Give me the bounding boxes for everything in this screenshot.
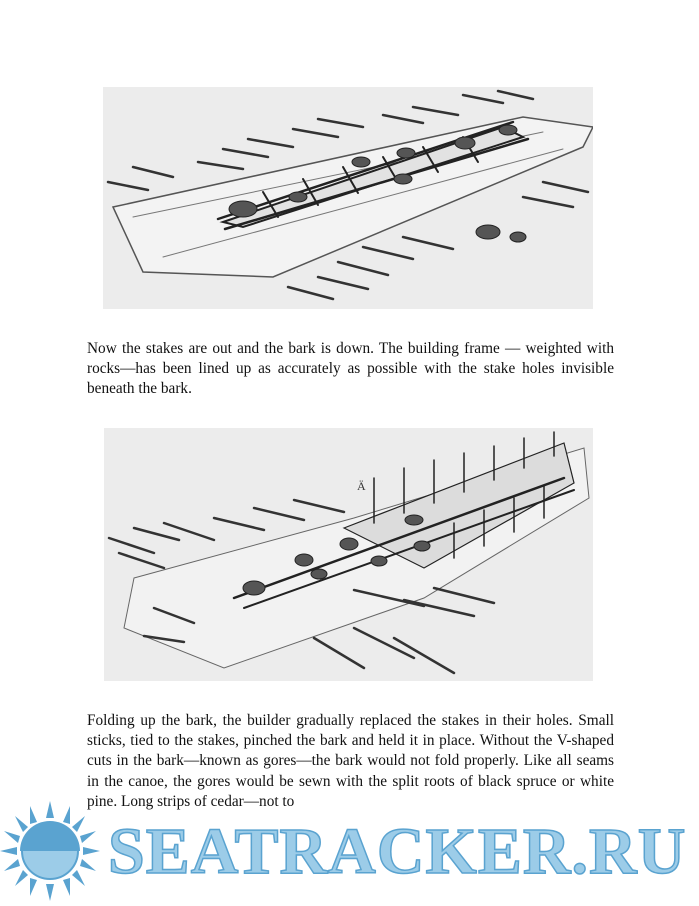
- illustration-bark-folding: [104, 428, 593, 681]
- illustration-bark-frame-weighted: [103, 87, 593, 309]
- sun-icon: [0, 796, 110, 906]
- watermark-text: SEATRACKER.RU: [108, 815, 687, 888]
- figure-label: Ä: [357, 479, 366, 493]
- paragraph-stakes-out: Now the stakes are out and the bark is down. The building frame — weighted with rocks—has been lined up as accurately as possible with the stake holes invisible beneath the bark.: [87, 340, 614, 398]
- paragraph-folding-bark: Folding up the bark, the builder gradually replaced the stakes in their holes. Small sticks, tied to the stakes, pinched the bark and held it in place. Without the V-shaped cuts in the bark—known as gores—the bark would not fold properly. Like all seams in the canoe, the gores would be sewn with the split roots of black spruce or white pine. Long strips of cedar—not to: [87, 712, 614, 810]
